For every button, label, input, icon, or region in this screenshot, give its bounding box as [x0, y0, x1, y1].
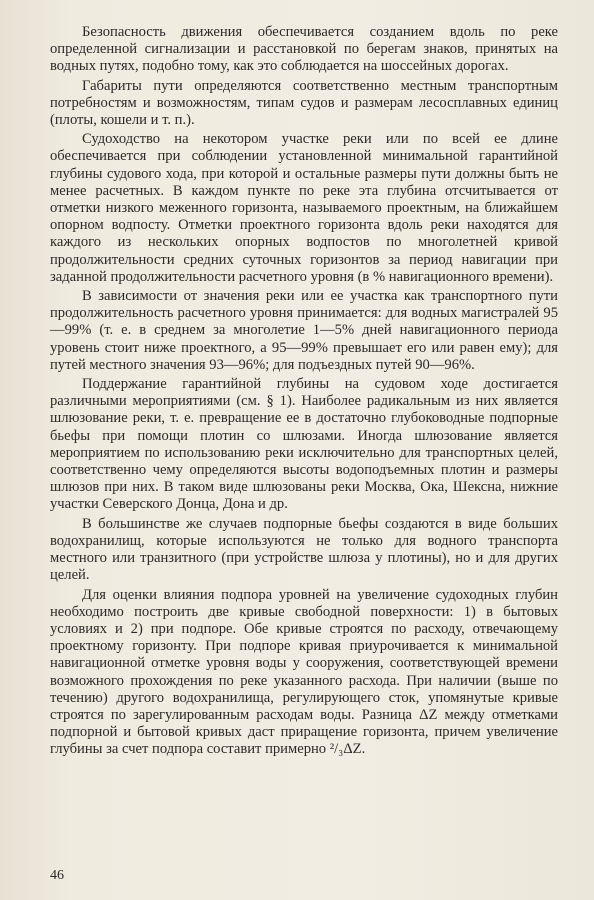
paragraph-route-dimensions: Габариты пути определяются соответственно местным транспортным потребностям и возможностям, типам судов и размерам лесосплавных единиц (плоты, кошели и т. п.). [50, 77, 558, 129]
paragraph-design-level-duration: В зависимости от значения реки или ее участка как транспортного пути продолжительность расчетного уровня принимается: для водных магистралей 95—99% (т. е. в среднем за многолетие 1—5% дней навигационного периода уровень стоит ниже проектного, а 95—99% превышает его или равен ему); для путей местного значения 93—96%; для подъездных путей 90—96%. [50, 288, 558, 373]
paragraph-reservoirs: В большинстве же случаев подпорные бьефы создаются в виде больших водохранилищ, которые используются не только для водного транспорта местного или транзитного (при устройстве шлюза у плотины), но и для других целей. [50, 515, 558, 584]
paragraph-navigation-safety: Безопасность движения обеспечивается созданием вдоль по реке определенной сигнализации и расстановкой по берегам знаков, принятых на водных путях, подобно тому, как это соблюдается на шоссейных дорогах. [50, 24, 558, 75]
paragraph-guaranteed-depth: Судоходство на некотором участке реки или по всей ее длине обеспечивается при соблюдении установленной минимальной гарантийной глубины судового хода, при которой и остальные размеры пути должны быть не менее расчетных. В каждом пункте по реке эта глубина отсчитывается от отметки низкого меженного горизонта, называемого проектным, на ближайшем опорном водпосту. Отметки проектного горизонта вдоль реки находятся для каждого из нескольких опорных водпостов по многолетней кривой продолжительности средних суточных горизонтов за период навигации при заданной продолжительности расчетного уровня (в % навигационного времени). [50, 131, 558, 285]
page-number: 46 [50, 868, 64, 883]
page-text [50, 24, 558, 761]
paragraph-backwater-curves: Для оценки влияния подпора уровней на увеличение судоходных глубин необходимо построить две кривые свободной поверхности: 1) в бытовых условиях и 2) при подпоре. Обе кривые строятся по расходу, отвечающему проектному горизонту. При подпоре кривая приурочивается к минимальной навигационной отметке уровня воды у сооружения, соответствующей времени возможного прохождения по реке указанного расхода. При наличии (выше по течению) другого водохранилища, регулирующего сток, упомянутые кривые строятся по зарегулированным расходам воды. Разница ΔZ между отметками подпорной и бытовой кривых даст приращение горизонта, причем увеличение глубины за счет подпора составит примерно ²/₃ΔZ. [50, 586, 558, 758]
paragraph-lock-canalization: Поддержание гарантийной глубины на судовом ходе достигается различными мероприятиями (см. § 1). Наиболее радикальным из них является шлюзование реки, т. е. превращение ее в достаточно глубоководные подпорные бьефы при помощи плотин со шлюзами. Иногда шлюзование является мероприятием по использованию реки исключительно для транспортных целей, соответственно чему определяются высоты водоподъемных плотин и размеры шлюзов при них. В таком виде шлюзованы реки Москва, Ока, Шексна, нижние участки Северского Донца, Дона и др. [50, 376, 558, 513]
